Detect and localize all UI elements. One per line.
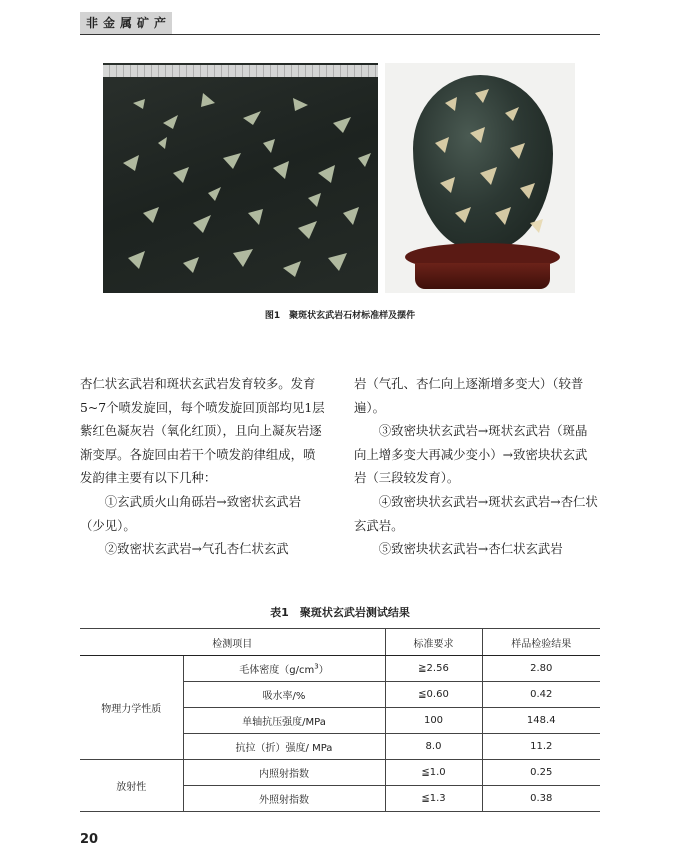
column-header: 检测项目 <box>80 629 385 656</box>
requirement-cell: ≦1.3 <box>385 786 482 812</box>
paragraph: 岩（气孔、杏仁向上逐渐增多变大）（较普遍）。 <box>354 376 584 415</box>
paragraph: ⑤致密块状玄武岩→杏仁状玄武岩 <box>378 541 563 557</box>
result-cell: 11.2 <box>482 734 600 760</box>
requirement-cell: ≧2.56 <box>385 656 482 682</box>
paragraph: ④致密块状玄武岩→斑状玄武岩→杏仁状玄武岩。 <box>354 493 598 533</box>
requirement-cell: ≦0.60 <box>385 682 482 708</box>
body-column-left <box>80 372 325 561</box>
table-row <box>80 656 600 682</box>
group-cell: 放射性 <box>80 760 183 812</box>
paragraph: 杏仁状玄武岩和斑状玄武岩发育较多。发育5~7个喷发旋回，每个喷发旋回顶部均见1层紫红色凝灰岩（氧化红顶），且向上凝灰岩逐渐变厚。各旋回由若干个喷发韵律组成，喷发韵律主要有以下几种： <box>80 376 325 486</box>
item-cell: 毛体密度$(g/cm^3)$ <box>183 656 385 682</box>
phenocryst-pattern <box>103 63 378 293</box>
table-title: 表1 聚斑状玄武岩测试结果 <box>270 606 410 619</box>
basalt-ornament-photo <box>385 63 575 293</box>
result-cell: 0.38 <box>482 786 600 812</box>
requirement-cell: 8.0 <box>385 734 482 760</box>
result-cell: 0.25 <box>482 760 600 786</box>
result-cell: 148.4 <box>482 708 600 734</box>
column-header: 标准要求 <box>385 629 482 656</box>
body-column-right <box>354 372 599 561</box>
paragraph: ②致密状玄武岩→气孔杏仁状玄武 <box>104 541 289 557</box>
basalt-slab-photo <box>103 63 378 293</box>
page-number: 20 <box>80 832 99 847</box>
table-header-row <box>80 629 600 656</box>
section-title: 非金属矿产 <box>86 16 172 30</box>
item-cell: 内照射指数 <box>183 760 385 786</box>
wooden-stand-base <box>415 263 550 289</box>
paragraph: ①玄武质火山角砾岩→致密状玄武岩（少见）。 <box>80 493 302 533</box>
item-cell: 抗拉（折）强度/ MPa <box>183 734 385 760</box>
table-row <box>80 760 600 786</box>
paragraph: ③致密块状玄武岩→斑状玄武岩（斑晶向上增多变大再减少变小）→致密块状玄武岩（三段较发育）。 <box>354 423 588 486</box>
result-cell: 0.42 <box>482 682 600 708</box>
result-cell: 2.80 <box>482 656 600 682</box>
figure-caption: 图1 聚斑状玄武岩石材标准样及摆件 <box>264 311 416 321</box>
group-cell: 物理力学性质 <box>80 656 183 760</box>
item-cell: 单轴抗压强度/MPa <box>183 708 385 734</box>
item-cell: 外照射指数 <box>183 786 385 812</box>
column-header: 样品检验结果 <box>482 629 600 656</box>
header-rule <box>80 34 600 35</box>
item-cell: 吸水率/% <box>183 682 385 708</box>
requirement-cell: 100 <box>385 708 482 734</box>
requirement-cell: ≦1.0 <box>385 760 482 786</box>
test-results-table <box>80 628 600 812</box>
